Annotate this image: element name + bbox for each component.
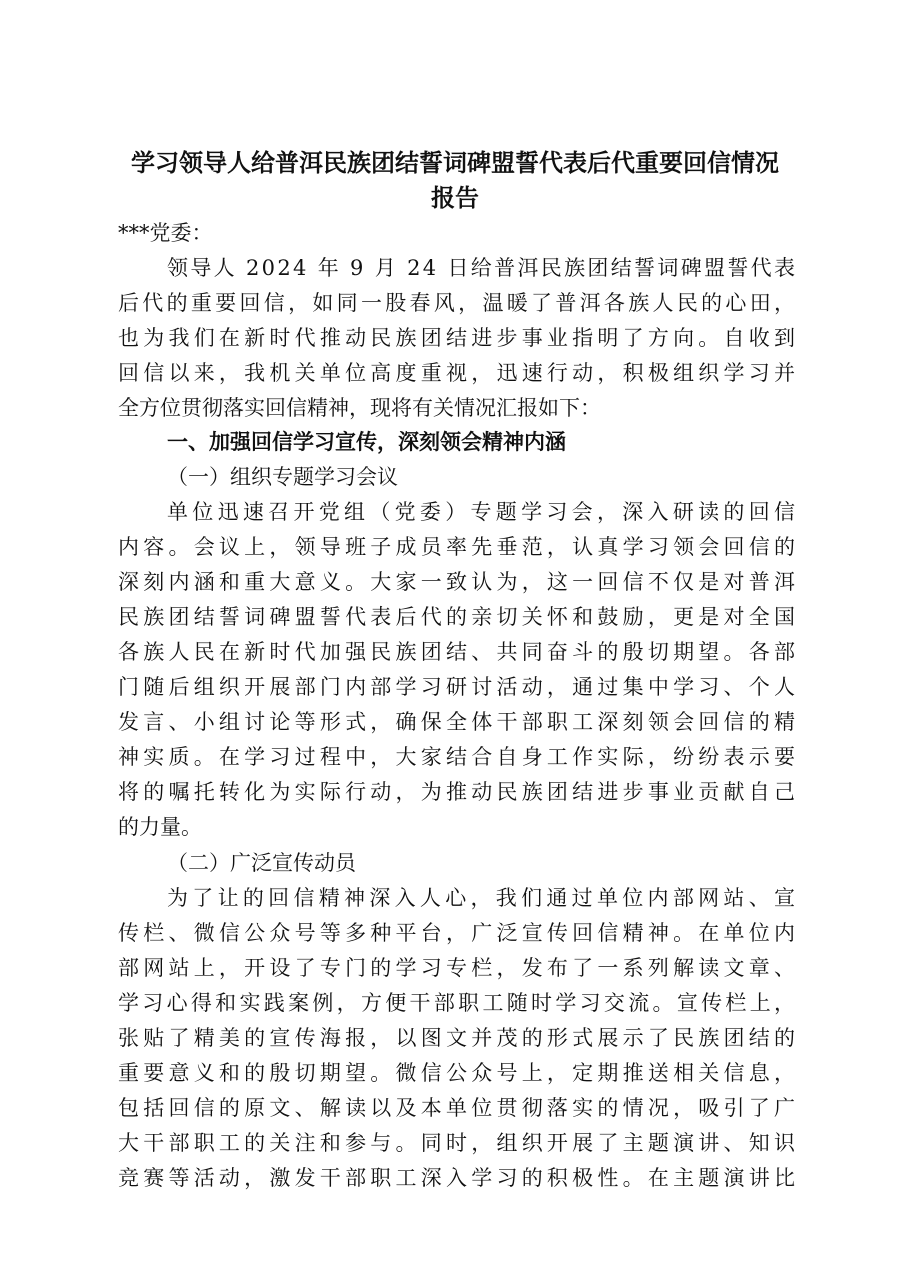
body-line: 学习心得和实践案例，方便干部职工随时学习交流。宣传栏上， <box>118 991 799 1015</box>
body-line: 回信以来，我机关单位高度重视，迅速行动，积极组织学习并 <box>118 361 800 385</box>
subsection-heading-2: （二）广泛宣传动员 <box>167 851 356 875</box>
body-line: 各族人民在新时代加强民族团结、共同奋斗的殷切期望。各部 <box>118 640 800 664</box>
body-line: 竞赛等活动，激发干部职工深入学习的积极性。在主题演讲比 <box>118 1166 800 1190</box>
salutation: ***党委： <box>118 221 213 245</box>
body-line: 内容。会议上，领导班子成员率先垂范，认真学习领会回信的 <box>118 535 800 559</box>
body-line: 门随后组织开展部门内部学习研讨活动，通过集中学习、个人 <box>118 675 800 699</box>
body-line: 后代的重要回信，如同一股春风，温暖了普洱各族人民的心田， <box>118 291 799 315</box>
body-line: 神实质。在学习过程中，大家结合自身工作实际，纷纷表示要 <box>118 745 800 769</box>
body-line: 的力量。 <box>118 815 202 839</box>
body-line: 领导人 2024 年 9 月 24 日给普洱民族团结誓词碑盟誓代表 <box>167 256 798 280</box>
body-line: 全方位贯彻落实回信精神，现将有关情况汇报如下： <box>118 396 601 420</box>
body-line: 民族团结誓词碑盟誓代表后代的亲切关怀和鼓励，更是对全国 <box>118 605 800 629</box>
body-line: 重要意义和的殷切期望。微信公众号上，定期推送相关信息， <box>118 1061 800 1085</box>
body-line: 部网站上，开设了专门的学习专栏，发布了一系列解读文章、 <box>118 956 800 980</box>
body-line: 发言、小组讨论等形式，确保全体干部职工深刻领会回信的精 <box>118 710 800 734</box>
body-line: 为了让的回信精神深入人心，我们通过单位内部网站、宣 <box>167 886 800 910</box>
body-line: 大干部职工的关注和参与。同时，组织开展了主题演讲、知识 <box>118 1131 800 1155</box>
subsection-heading-1: （一）组织专题学习会议 <box>167 465 398 489</box>
document-title-line-1: 学习领导人给普洱民族团结誓词碑盟誓代表后代重要回信情况 <box>131 148 779 177</box>
body-line: 传栏、微信公众号等多种平台，广泛宣传回信精神。在单位内 <box>118 921 800 945</box>
section-heading-1: 一、加强回信学习宣传，深刻领会精神内涵 <box>167 430 566 454</box>
body-line: 张贴了精美的宣传海报，以图文并茂的形式展示了民族团结的 <box>118 1026 800 1050</box>
body-line: 也为我们在新时代推动民族团结进步事业指明了方向。自收到 <box>118 326 800 350</box>
body-line: 包括回信的原文、解读以及本单位贯彻落实的情况，吸引了广 <box>118 1096 800 1120</box>
body-line: 单位迅速召开党组（党委）专题学习会，深入研读的回信 <box>167 500 800 524</box>
document-title-line-2: 报告 <box>431 183 479 212</box>
body-line: 深刻内涵和重大意义。大家一致认为，这一回信不仅是对普洱 <box>118 570 800 594</box>
body-line: 将的嘱托转化为实际行动，为推动民族团结进步事业贡献自己 <box>118 780 800 804</box>
